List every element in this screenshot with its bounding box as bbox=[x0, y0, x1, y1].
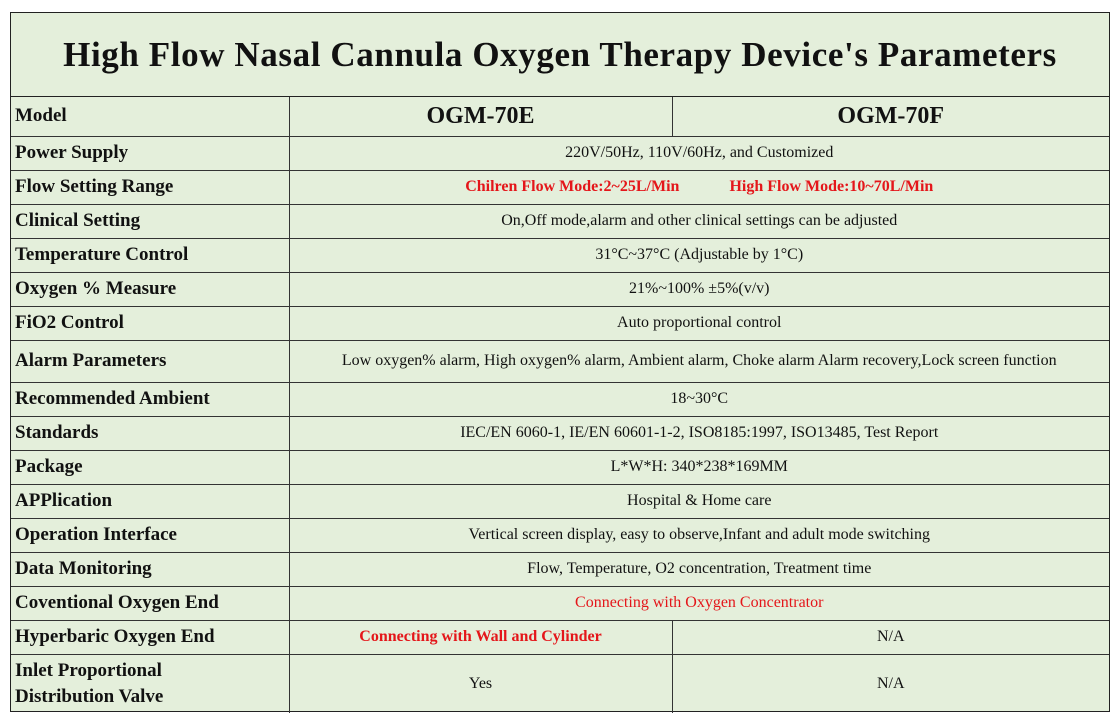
row-value-hyperbaric-f: N/A bbox=[672, 620, 1109, 654]
row-value-temperature: 31°C~37°C (Adjustable by 1°C) bbox=[289, 238, 1109, 272]
sheet-title: High Flow Nasal Cannula Oxygen Therapy Device's Parameters bbox=[11, 13, 1109, 97]
table-row-oxygen bbox=[11, 272, 1109, 306]
row-value-clinical: On,Off mode,alarm and other clinical settings can be adjusted bbox=[289, 204, 1109, 238]
row-value-hyperbaric-e: Connecting with Wall and Cylinder bbox=[289, 620, 672, 654]
row-label-temperature: Temperature Control bbox=[11, 238, 289, 272]
row-value-alarm: Low oxygen% alarm, High oxygen% alarm, Ambient alarm, Choke alarm Alarm recovery,Lock screen function bbox=[289, 340, 1109, 382]
row-label-standards: Standards bbox=[11, 416, 289, 450]
row-label-power: Power Supply bbox=[11, 136, 289, 170]
row-label-interface: Operation Interface bbox=[11, 518, 289, 552]
row-value-oxygen: 21%~100% ±5%(v/v) bbox=[289, 272, 1109, 306]
parameters-sheet bbox=[10, 12, 1110, 712]
table-row-ambient bbox=[11, 382, 1109, 416]
row-label-conventional: Coventional Oxygen End bbox=[11, 586, 289, 620]
row-value-monitoring: Flow, Temperature, O2 concentration, Treatment time bbox=[289, 552, 1109, 586]
row-label-ambient: Recommended Ambient bbox=[11, 382, 289, 416]
table-row-inlet bbox=[11, 654, 1109, 713]
row-value-interface: Vertical screen display, easy to observe,Infant and adult mode switching bbox=[289, 518, 1109, 552]
table-row-conventional bbox=[11, 586, 1109, 620]
row-value-flow bbox=[289, 170, 1109, 204]
table-row-model bbox=[11, 97, 1109, 136]
table-row-hyperbaric bbox=[11, 620, 1109, 654]
row-value-standards: IEC/EN 6060-1, IE/EN 60601-1-2, ISO8185:1997, ISO13485, Test Report bbox=[289, 416, 1109, 450]
row-label-flow: Flow Setting Range bbox=[11, 170, 289, 204]
table-row-temperature bbox=[11, 238, 1109, 272]
row-label-alarm: Alarm Parameters bbox=[11, 340, 289, 382]
table-row-monitoring bbox=[11, 552, 1109, 586]
children-flow-mode: Chilren Flow Mode:2~25L/Min bbox=[465, 178, 680, 195]
table-row-standards bbox=[11, 416, 1109, 450]
parameters-table bbox=[11, 97, 1109, 713]
row-label-oxygen: Oxygen % Measure bbox=[11, 272, 289, 306]
row-label-model: Model bbox=[11, 97, 289, 136]
row-label-inlet-line2: Distribution Valve bbox=[15, 685, 164, 707]
row-value-ambient: 18~30°C bbox=[289, 382, 1109, 416]
row-value-power: 220V/50Hz, 110V/60Hz, and Customized bbox=[289, 136, 1109, 170]
table-row-package bbox=[11, 450, 1109, 484]
table-row-flow bbox=[11, 170, 1109, 204]
row-label-inlet bbox=[11, 654, 289, 713]
row-value-fio2: Auto proportional control bbox=[289, 306, 1109, 340]
table-row-power bbox=[11, 136, 1109, 170]
row-label-package: Package bbox=[11, 450, 289, 484]
row-label-application: APPlication bbox=[11, 484, 289, 518]
row-label-inlet-line1: Inlet Proportional bbox=[15, 659, 162, 681]
row-label-fio2: FiO2 Control bbox=[11, 306, 289, 340]
row-value-package: L*W*H: 340*238*169MM bbox=[289, 450, 1109, 484]
row-label-clinical: Clinical Setting bbox=[11, 204, 289, 238]
model-ogm-70e: OGM-70E bbox=[289, 97, 672, 136]
table-row-interface bbox=[11, 518, 1109, 552]
row-label-hyperbaric: Hyperbaric Oxygen End bbox=[11, 620, 289, 654]
row-value-inlet-e: Yes bbox=[289, 654, 672, 713]
high-flow-mode: High Flow Mode:10~70L/Min bbox=[729, 178, 934, 195]
row-label-monitoring: Data Monitoring bbox=[11, 552, 289, 586]
table-row-application bbox=[11, 484, 1109, 518]
table-row-alarm bbox=[11, 340, 1109, 382]
table-row-clinical bbox=[11, 204, 1109, 238]
row-value-conventional: Connecting with Oxygen Concentrator bbox=[289, 586, 1109, 620]
model-ogm-70f: OGM-70F bbox=[672, 97, 1109, 136]
row-value-application: Hospital & Home care bbox=[289, 484, 1109, 518]
table-row-fio2 bbox=[11, 306, 1109, 340]
row-value-inlet-f: N/A bbox=[672, 654, 1109, 713]
